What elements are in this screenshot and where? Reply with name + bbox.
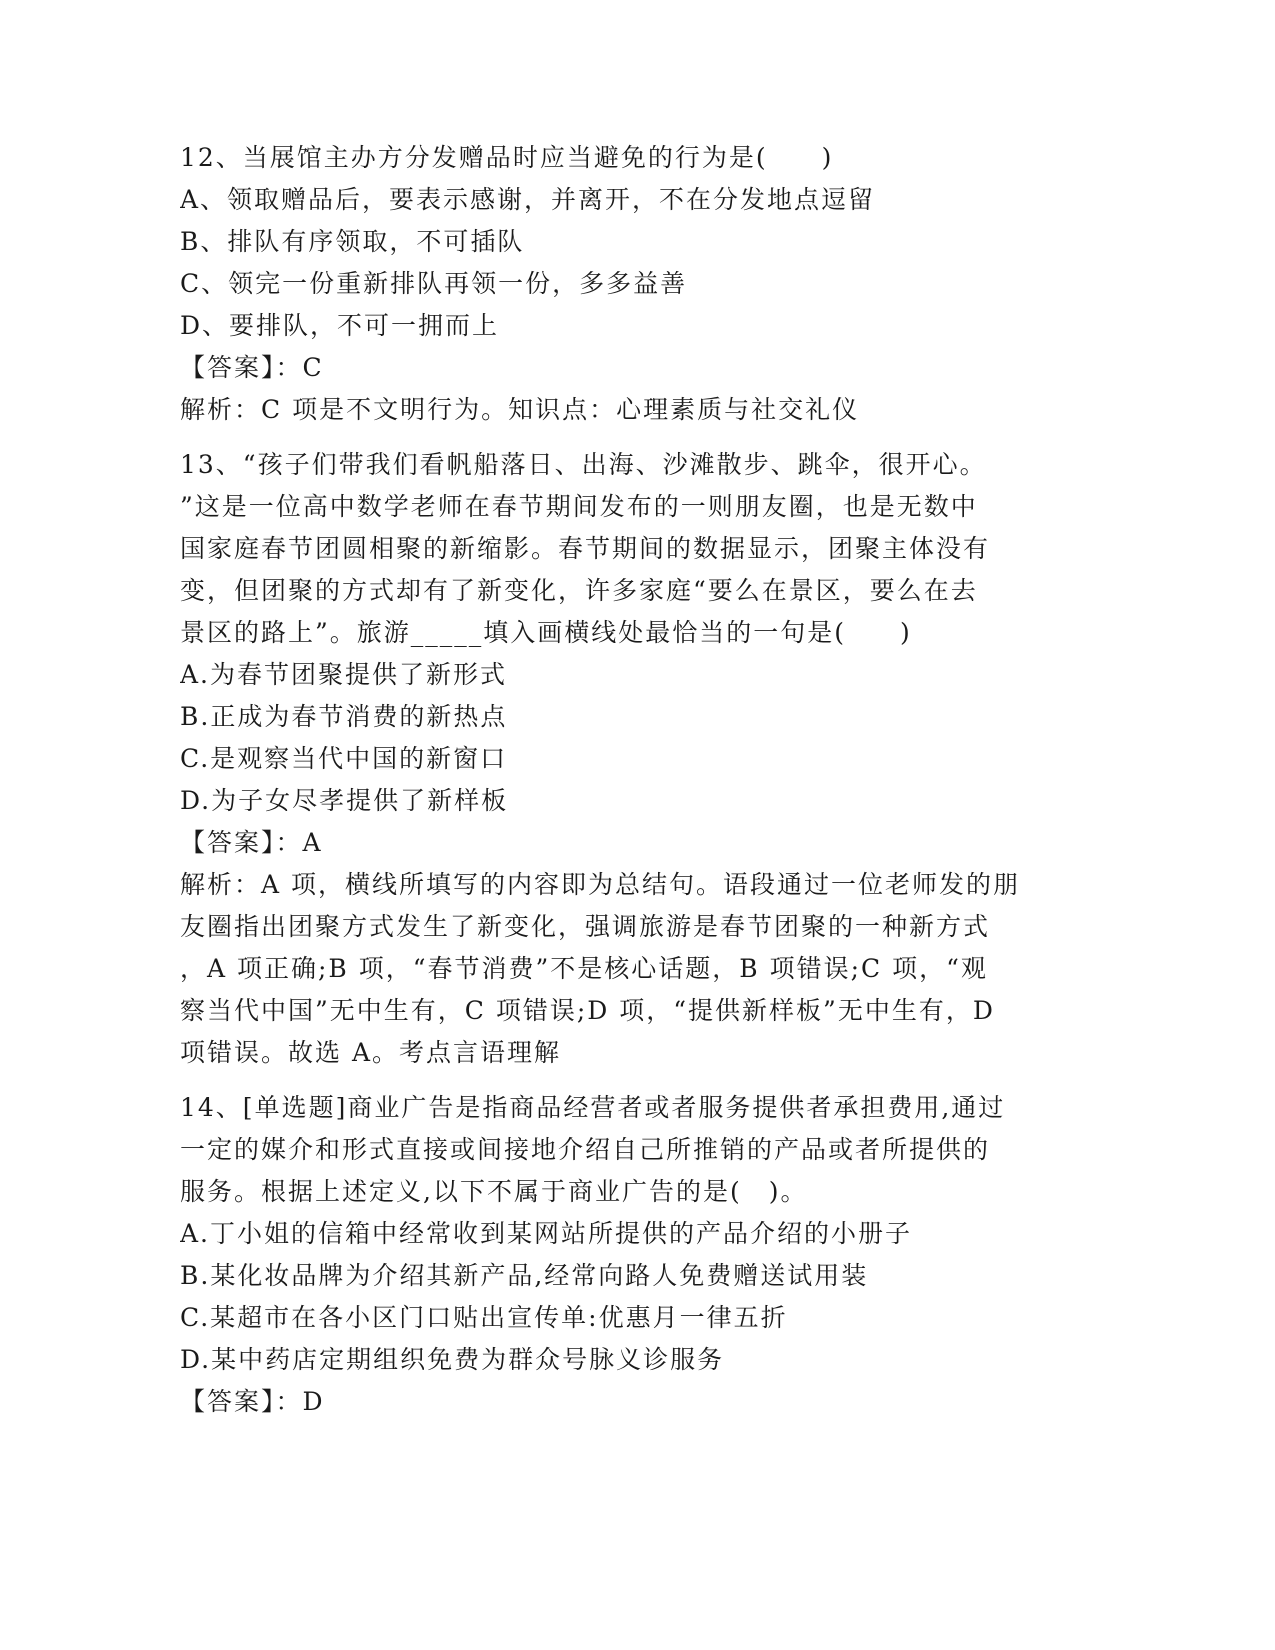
analysis-line: 项错误。故选 A。考点言语理解	[180, 1038, 562, 1067]
question-stem-line: 景区的路上”。旅游_____填入画横线处最恰当的一句是( )	[180, 618, 912, 647]
option-a: A.为春节团聚提供了新形式	[180, 660, 508, 689]
option-a: A.丁小姐的信箱中经常收到某网站所提供的产品介绍的小册子	[180, 1219, 913, 1248]
analysis-line: 解析：A 项，横线所填写的内容即为总结句。语段通过一位老师发的朋	[180, 870, 1021, 899]
option-b: B.某化妆品牌为介绍其新产品,经常向路人免费赠送试用装	[180, 1261, 869, 1290]
option-d: D、要排队，不可一拥而上	[180, 311, 500, 340]
option-a: A、领取赠品后，要表示感谢，并离开，不在分发地点逗留	[180, 185, 876, 214]
document-page	[180, 137, 1060, 1423]
analysis-line: ，A 项正确;B 项，“春节消费”不是核心话题，B 项错误;C 项，“观	[180, 954, 988, 983]
spacer	[180, 1074, 1060, 1087]
question-stem-line: 服务。根据上述定义,以下不属于商业广告的是( )。	[180, 1177, 808, 1206]
answer: 【答案】：A	[180, 828, 323, 857]
question-stem-line: ”这是一位高中数学老师在春节期间发布的一则朋友圈，也是无数中	[180, 492, 978, 521]
option-d: D.为子女尽孝提供了新样板	[180, 786, 509, 815]
question-stem-line: 变，但团聚的方式却有了新变化，许多家庭“要么在景区，要么在去	[180, 576, 978, 605]
analysis-line: 友圈指出团聚方式发生了新变化，强调旅游是春节团聚的一种新方式	[180, 912, 991, 941]
option-d: D.某中药店定期组织免费为群众号脉义诊服务	[180, 1345, 725, 1374]
question-stem: 12、当展馆主办方分发赠品时应当避免的行为是( )	[180, 143, 834, 172]
answer: 【答案】：C	[180, 353, 324, 382]
question-stem-line: 一定的媒介和形式直接或间接地介绍自己所推销的产品或者所提供的	[180, 1135, 991, 1164]
analysis: 解析：C 项是不文明行为。知识点：心理素质与社交礼仪	[180, 395, 860, 424]
question-stem-line: 13、“孩子们带我们看帆船落日、出海、沙滩散步、跳伞，很开心。	[180, 450, 987, 479]
option-b: B、排队有序领取，不可插队	[180, 227, 525, 256]
option-c: C.是观察当代中国的新窗口	[180, 744, 508, 773]
analysis-line: 察当代中国”无中生有，C 项错误;D 项，“提供新样板”无中生有，D	[180, 996, 995, 1025]
spacer	[180, 431, 1060, 444]
option-b: B.正成为春节消费的新热点	[180, 702, 508, 731]
option-c: C、领完一份重新排队再领一份，多多益善	[180, 269, 688, 298]
question-stem-line: 14、[单选题]商业广告是指商品经营者或者服务提供者承担费用,通过	[180, 1093, 1006, 1122]
question-12	[180, 137, 1060, 431]
option-c: C.某超市在各小区门口贴出宣传单:优惠月一律五折	[180, 1303, 788, 1332]
question-14	[180, 1087, 1060, 1423]
answer: 【答案】：D	[180, 1387, 325, 1416]
question-13	[180, 444, 1060, 1074]
question-stem-line: 国家庭春节团圆相聚的新缩影。春节期间的数据显示，团聚主体没有	[180, 534, 991, 563]
